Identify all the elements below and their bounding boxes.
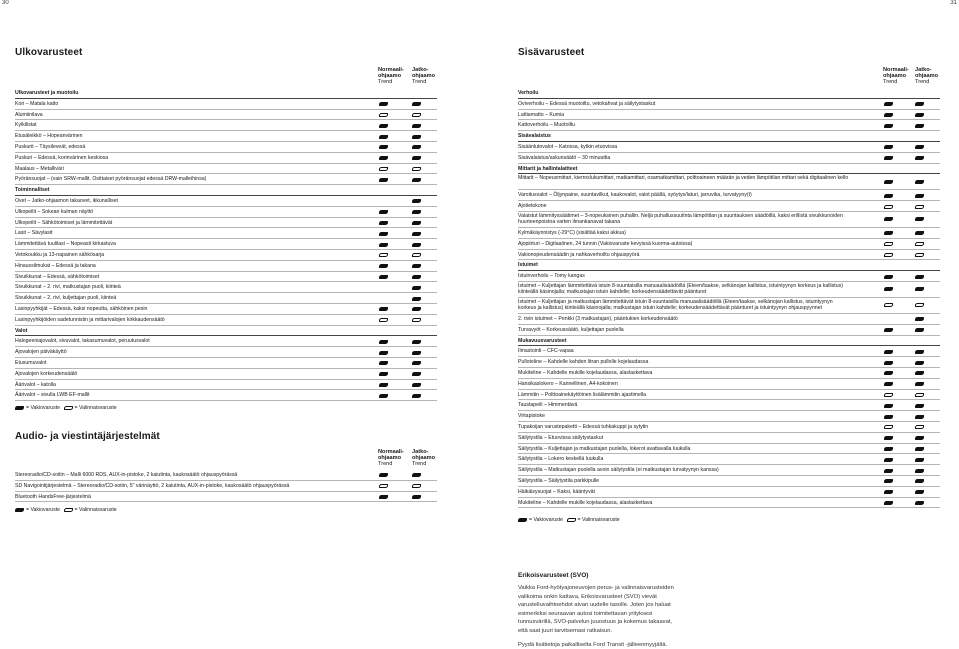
standard-icon	[412, 372, 421, 376]
table-row	[518, 250, 940, 261]
table-row	[518, 120, 940, 131]
standard-icon	[379, 264, 388, 268]
standard-icon	[915, 180, 924, 184]
row-label: Oviverhoilu – Edessä muotoiltu, vetokahvat ja säilytystaskut	[518, 100, 656, 107]
standard-icon	[915, 231, 924, 235]
table-row	[518, 487, 940, 498]
standard-icon	[915, 145, 924, 149]
standard-icon	[412, 275, 421, 279]
row-label: Säilytystila – Etuovissa säilytystaskut	[518, 434, 604, 441]
table-row	[15, 207, 437, 218]
standard-icon	[884, 361, 893, 365]
table-row	[518, 201, 940, 212]
standard-icon	[884, 415, 893, 419]
standard-icon	[915, 371, 924, 375]
table-row	[518, 174, 940, 190]
row-label: Puskurit – Täysileveät, edessä	[15, 143, 86, 150]
table-row	[15, 293, 437, 304]
table-row	[15, 390, 437, 401]
optional-icon	[915, 242, 924, 246]
row-label: Sivuikkunat – 2. rivi, matkustajan puoli, kiinteä	[15, 284, 121, 291]
row-label: Sisäänlutovalot – Katossa, kytkin etuovissa	[518, 143, 618, 150]
standard-icon	[379, 232, 388, 236]
standard-icon	[915, 382, 924, 386]
standard-icon	[915, 287, 924, 291]
standard-icon	[915, 217, 924, 221]
standard-icon	[412, 243, 421, 247]
audio-title: Audio- ja viestintäjärjestelmät	[15, 431, 160, 442]
table-row	[15, 470, 437, 481]
row-label: Häikäisysuojat – Kaksi, kääntyvät	[518, 488, 595, 495]
section-header	[15, 185, 437, 196]
standard-icon	[884, 382, 893, 386]
section-header-label: Istuimet	[518, 262, 538, 269]
section-header-label: Ulkovarusteet ja muotoilu	[15, 90, 79, 96]
table-row	[518, 153, 940, 164]
optional-icon	[412, 167, 421, 171]
table-row	[15, 153, 437, 164]
standard-icon	[884, 124, 893, 128]
optional-icon	[884, 303, 893, 307]
row-label: Hinaussilmukat – Edessä ja takana	[15, 262, 96, 269]
standard-icon	[884, 350, 893, 354]
optional-icon	[884, 425, 893, 429]
table-row	[518, 454, 940, 465]
standard-icon	[379, 473, 388, 477]
standard-icon	[379, 145, 388, 149]
section-header	[518, 336, 940, 347]
section-header	[518, 260, 940, 271]
table-row	[15, 228, 437, 239]
row-label: Säilytystila – Säilytystila parkkipulle	[518, 477, 600, 484]
table-row	[518, 498, 940, 509]
table-row	[15, 196, 437, 207]
table-row	[518, 282, 940, 298]
col-header-ext: Jatko- ohjaamo Trend	[412, 67, 436, 86]
table-row	[15, 239, 437, 250]
sisa-legend: = Vakiovaruste = Valinnaisvaruste	[518, 517, 620, 524]
row-label: Kori – Matala katto	[15, 100, 59, 107]
optional-icon	[379, 167, 388, 171]
section-header	[15, 326, 437, 337]
standard-icon	[379, 102, 388, 106]
table-row	[15, 304, 437, 315]
optional-icon	[884, 253, 893, 257]
row-label: Säilytystila – Matkustajan puolella avoin säilytystila (ei matkustajan turvatyynyn kanssa)	[518, 467, 719, 474]
table-row	[518, 400, 940, 411]
standard-icon	[379, 275, 388, 279]
row-label: Vetokoukku ja 13-napainen sähkösarja	[15, 251, 105, 258]
table-row	[15, 261, 437, 272]
table-row	[15, 250, 437, 261]
paragraph-line: Vaikka Ford-hyötyajoneuvojen perus- ja valinnaisvarusteiden	[518, 585, 674, 591]
section-header	[518, 88, 940, 99]
standard-icon	[915, 479, 924, 483]
row-label: Mukiteline – Kahdelle mukille kojelaudassa, alaslaskettava	[518, 369, 653, 376]
optional-icon	[379, 484, 388, 488]
standard-icon	[915, 501, 924, 505]
standard-icon	[884, 371, 893, 375]
table-row	[518, 212, 940, 228]
standard-icon	[15, 508, 24, 512]
standard-icon	[915, 469, 924, 473]
table-row	[518, 357, 940, 368]
table-row	[518, 314, 940, 325]
row-label: Ajopiirturi – Digitaalinen, 24 tunnin (Vakiovaruste kevyissä kuorma-autoissa)	[518, 240, 693, 247]
standard-icon	[915, 102, 924, 106]
standard-icon	[884, 102, 893, 106]
standard-icon	[412, 351, 421, 355]
row-label: Ajovalojen korkeudensäätö	[15, 370, 78, 377]
row-label: Sisävalaistus/askunsäätö – 30 minuuttia	[518, 154, 611, 161]
table-row	[15, 481, 437, 492]
standard-icon	[379, 372, 388, 376]
row-label: Sivuikkunat – Edessä, sähkötoimiset	[15, 273, 100, 280]
row-label: Lasinpyyhkijät – Edessä, kaksi nopeutta, sähköinen pesin	[15, 305, 148, 312]
standard-icon	[379, 243, 388, 247]
standard-icon	[884, 447, 893, 451]
row-label: Lämmitettävä tuulilasi – Nopeasti kirkastuva	[15, 241, 116, 248]
standard-icon	[884, 156, 893, 160]
row-label: Bluetooth HandsFree-järjestelmä	[15, 493, 91, 500]
section-header	[15, 88, 437, 99]
table-row	[15, 174, 437, 185]
sisavarusteet-title: Sisävarusteet	[518, 47, 585, 58]
row-label: Sivuikkunat – 2. rivi, kuljettajan puoli, kiinteä	[15, 295, 117, 302]
table-row	[518, 190, 940, 201]
row-label: Alumiinilava	[15, 111, 43, 118]
table-row	[518, 444, 940, 455]
row-label: Istuimet – Kuljettajan ja matkustajan lämmitettävät istuin 8-suuntaisilla manuaalisäädöillä (Eteen/taakse, selkänojan kallistus, istuintyynyn korkeus ja kallistus) kiinteällä käsinojalla; matkustajan istuin kahdelle; korkeudensäädettävät päänturet ja istuintyynyn ohjauspyynnet	[518, 298, 833, 312]
standard-icon	[915, 447, 924, 451]
optional-icon	[567, 518, 576, 522]
table-row	[15, 218, 437, 229]
standard-icon	[884, 145, 893, 149]
optional-icon	[915, 205, 924, 209]
optional-icon	[379, 318, 388, 322]
table-row	[15, 315, 437, 326]
standard-icon	[915, 415, 924, 419]
standard-icon	[884, 469, 893, 473]
table-row	[15, 369, 437, 380]
standard-icon	[379, 178, 388, 182]
row-label: Lasit – Sävylasit	[15, 230, 53, 237]
row-label: Etusumuvalot	[15, 359, 47, 366]
standard-icon	[412, 124, 421, 128]
standard-icon	[379, 307, 388, 311]
standard-icon	[884, 436, 893, 440]
row-label: Kattoverhoilu – Muotoiltu	[518, 122, 576, 129]
standard-icon	[379, 383, 388, 387]
standard-icon	[915, 458, 924, 462]
table-row	[518, 379, 940, 390]
row-label: Vakionopeudensäädin ja nahkaverhoiltu ohjauspyörä	[518, 251, 640, 258]
standard-icon	[379, 351, 388, 355]
row-label: Pyöränsuojat – (vain SRW-mallit. Osittaiset pyöränsuojat edessä DRW-malleihinsa)	[15, 176, 207, 183]
row-label: Puskuri – Edessä, korinvärinen keskiosa	[15, 154, 109, 161]
section-header-label: Toiminnalliset	[15, 187, 50, 194]
optional-icon	[915, 303, 924, 307]
standard-icon	[915, 490, 924, 494]
standard-icon	[379, 210, 388, 214]
standard-icon	[884, 180, 893, 184]
optional-icon	[412, 253, 421, 257]
standard-icon	[884, 231, 893, 235]
standard-icon	[884, 113, 893, 117]
table-row	[15, 120, 437, 131]
page-number-left: 30	[2, 0, 9, 6]
page-number-right: 31	[950, 0, 957, 6]
table-row	[15, 131, 437, 142]
row-label: Ulkopeilit – Sähkötoimiset ja lämmitettävät	[15, 219, 113, 226]
table-row	[15, 358, 437, 369]
standard-icon	[412, 473, 421, 477]
standard-icon	[915, 275, 924, 279]
optional-icon	[379, 253, 388, 257]
standard-icon	[379, 124, 388, 128]
standard-icon	[412, 286, 421, 290]
standard-icon	[379, 135, 388, 139]
ulkovarusteet-table	[15, 88, 437, 401]
optional-icon	[64, 508, 73, 512]
row-label: Istuimet – Kuljettajan lämmitettävä istuin 8-suuntaisilla manuaalisäädöillä (Eteen/taakse, selkänojan kallistus, istuintyynyn korkeus ja kallistus) kiinteällä käsinojalla; matkustajan istuin kahdelle; korkeudensäädettävät päänturet	[518, 282, 843, 296]
standard-icon	[884, 194, 893, 198]
row-label: Ovet – Jatko-ohjaamon takaovet, ikkunalliset	[15, 197, 118, 204]
row-label: Hansikaslokero – Kannellinen, A4-kokoinen	[518, 380, 618, 387]
table-row	[518, 99, 940, 110]
table-row	[518, 390, 940, 401]
table-row	[518, 142, 940, 153]
standard-icon	[412, 145, 421, 149]
row-label: Ilmastointi – CFC-vapaa	[518, 348, 574, 355]
row-label: Etusäleikkö – Hopeanvärinen	[15, 133, 83, 140]
audio-table	[15, 470, 437, 502]
standard-icon	[884, 501, 893, 505]
section-header-label: Mukavuusvarusteet	[518, 337, 567, 344]
row-label: Turvavyöt – Korkeussäätö, kuljettajan puolella	[518, 326, 624, 333]
table-row	[15, 336, 437, 347]
standard-icon	[412, 361, 421, 365]
standard-icon	[379, 221, 388, 225]
standard-icon	[379, 340, 388, 344]
row-label: Ulkopeilit – Sokean kulman näyttö	[15, 208, 94, 215]
sisa-col-header-ext: Jatko- ohjaamo Trend	[915, 67, 939, 86]
table-row	[15, 110, 437, 121]
table-row	[518, 465, 940, 476]
standard-icon	[412, 264, 421, 268]
ulko-legend: = Vakiovaruste = Valinnaisvaruste	[15, 405, 117, 412]
standard-icon	[379, 495, 388, 499]
paragraph-line: varustelluvaihtoehdot aivan uudelle tasolle. Joten jos haluat	[518, 602, 671, 609]
section-header	[518, 131, 940, 142]
standard-icon	[915, 328, 924, 332]
erikoisvarusteet-text	[518, 584, 718, 649]
row-label: Valaistut lämmityssäätimet – 3-nopeuksinen puhallin. Neljä puhallussuutinta lämpötilan ja suuntauksen säädöillä, kaksi erillistä sivuikkunoiden huurteenpoistoa varten ilmankanavat takana	[518, 212, 843, 226]
table-row	[518, 110, 940, 121]
standard-icon	[915, 124, 924, 128]
section-header-label: Sisävalaistus	[518, 133, 551, 140]
row-label: Stereoradio/CD-soitin – Malli 6000 RDS, AUX-in-pistoke, 2 kaiutinta, kaukosäätö ohjauspyörässä	[15, 472, 238, 478]
section-header-label: Mittarit ja hallintalaitteet	[518, 165, 578, 172]
table-row	[15, 282, 437, 293]
standard-icon	[884, 479, 893, 483]
row-label: Istuinverhoilu – Tomy kangas	[518, 273, 585, 280]
paragraph-line: esimerkiksi seuraavan autosi toimitettavan yrityksesi	[518, 610, 653, 617]
standard-icon	[518, 518, 527, 522]
optional-icon	[915, 425, 924, 429]
standard-icon	[412, 210, 421, 214]
table-row	[15, 272, 437, 283]
standard-icon	[884, 490, 893, 494]
erikoisvarusteet-title: Erikoisvarusteet (SVO)	[518, 572, 589, 579]
standard-icon	[412, 178, 421, 182]
audio-col-header-ext: Jatko- ohjaamo Trend	[412, 449, 436, 468]
row-label: Tupakoijan varustepaketti – Edessä tuhkakuppi ja sytytin	[518, 423, 649, 430]
table-row	[15, 347, 437, 358]
standard-icon	[412, 102, 421, 106]
standard-icon	[412, 156, 421, 160]
table-row	[15, 164, 437, 175]
row-label: Kylkilistat	[15, 122, 37, 129]
table-row	[15, 99, 437, 110]
row-label: Taustapeili – Himmentävä	[518, 402, 578, 409]
paragraph-line: Pyydä lisätietoja paikalliselta Ford Transit -jälleenmyyjältä.	[518, 641, 668, 648]
standard-icon	[915, 317, 924, 321]
row-label: Äärivalot – katolla	[15, 381, 56, 388]
optional-icon	[884, 393, 893, 397]
table-row	[518, 228, 940, 239]
standard-icon	[884, 458, 893, 462]
optional-icon	[884, 205, 893, 209]
row-label: Halogeeniajovalot, sivuvalot, takasumuvalot, peruutusvalot	[15, 338, 150, 345]
row-label: Pulloteline – Kahdelle kahden litran pullolle kojelaudassa	[518, 359, 649, 366]
optional-icon	[64, 406, 73, 410]
optional-icon	[915, 253, 924, 257]
standard-icon	[15, 406, 24, 410]
optional-icon	[412, 113, 421, 117]
row-label: Lämmitin – Polttoainekäyttöinen lisälämmitin ajastimella	[518, 391, 647, 398]
row-label: Maalaus – Metalliväri	[15, 165, 64, 172]
standard-icon	[379, 156, 388, 160]
optional-icon	[412, 484, 421, 488]
standard-icon	[884, 217, 893, 221]
row-label: Säilytystila – Kuljettajan ja matkustajan puolella, lokerot avattavalla luukulla	[518, 445, 691, 452]
row-label: Ajotietokone	[518, 203, 547, 210]
standard-icon	[884, 287, 893, 291]
standard-icon	[884, 328, 893, 332]
optional-icon	[884, 242, 893, 246]
row-label: Mukiteline – Kahdelle mukille kojelaudassa, alaslaskettava	[518, 499, 653, 506]
table-row	[15, 380, 437, 391]
table-row	[518, 422, 940, 433]
table-row	[518, 433, 940, 444]
standard-icon	[915, 113, 924, 117]
section-header	[518, 164, 940, 175]
standard-icon	[412, 199, 421, 203]
standard-icon	[412, 495, 421, 499]
standard-icon	[915, 404, 924, 408]
standard-icon	[412, 135, 421, 139]
col-header-normal: Normaali- ohjaamo Trend	[378, 67, 404, 86]
standard-icon	[412, 297, 421, 301]
standard-icon	[412, 383, 421, 387]
paragraph-line: että saat juuri tarvitsemasi ratkaisun.	[518, 627, 613, 634]
audio-legend: = Vakiovaruste = Valinnaisvaruste	[15, 507, 117, 514]
table-row	[518, 476, 940, 487]
section-header-label: Verhoilu	[518, 90, 539, 96]
optional-icon	[412, 318, 421, 322]
standard-icon	[379, 361, 388, 365]
standard-icon	[412, 340, 421, 344]
sisa-col-header-normal: Normaali- ohjaamo Trend	[883, 67, 909, 86]
table-row	[518, 325, 940, 336]
standard-icon	[915, 350, 924, 354]
sisavarusteet-table	[518, 88, 940, 508]
standard-icon	[915, 436, 924, 440]
row-label: Mittarit – Nopeusmittari, kierroslukumittari, matkamittari, osamatkamittari, polttoaineen määrän ja veden lämpötilan mittari sekä digitaalinen kello	[518, 175, 849, 182]
table-row	[518, 368, 940, 379]
paragraph-line: tunnusvärillä, SVO-palvelun juuostuus ja kokemus takaavat,	[518, 619, 673, 626]
table-row	[518, 298, 940, 314]
row-label: Varoitusvalot – Öljynpaine, suuntavilkut, kaukovalot, valot päällä, syöytys/laturi, jarruvika, turvatyyny(t)	[518, 192, 752, 199]
paragraph-line: valikoima onkin kattava, Erikoisvarusteet (SVO) vievät	[518, 593, 657, 600]
row-label: Säilytystila – Lokero keskellä luukulla	[518, 456, 604, 463]
standard-icon	[915, 156, 924, 160]
standard-icon	[884, 404, 893, 408]
standard-icon	[379, 394, 388, 398]
audio-col-header-normal: Normaali- ohjaamo Trend	[378, 449, 404, 468]
standard-icon	[412, 221, 421, 225]
row-label: SD Navigointijärjestelmä – Stereoradio/CD-soitin, 5" värinäyttö, 2 kaiutinta, AUX-in-pistoke, kaukosäätö ohjauspyörässä	[15, 482, 290, 489]
table-row	[15, 492, 437, 503]
table-row	[518, 411, 940, 422]
optional-icon	[379, 113, 388, 117]
standard-icon	[915, 361, 924, 365]
row-label: Virtapistoke	[518, 413, 546, 420]
ulkovarusteet-title: Ulkovarusteet	[15, 47, 83, 58]
row-label: Lattiamatto – Kumia	[518, 111, 565, 118]
row-label: Äärivalot – sivulla LWB EF-mallit	[15, 392, 90, 399]
standard-icon	[412, 307, 421, 311]
table-row	[518, 346, 940, 357]
optional-icon	[915, 393, 924, 397]
section-header-label: Valot	[15, 327, 28, 334]
table-row	[518, 271, 940, 282]
table-row	[518, 239, 940, 250]
row-label: Kylmäkäynnistys (-29°C) (sisältää kaksi akkua)	[518, 229, 626, 236]
standard-icon	[915, 194, 924, 198]
table-row	[15, 142, 437, 153]
row-label: Ajovalojen päiväkäyttö	[15, 349, 67, 356]
standard-icon	[884, 275, 893, 279]
row-label: Lasinpyyhkijöiden sadetunnistin ja mittarivalojen kirkkaudensäätö	[15, 316, 165, 323]
standard-icon	[412, 232, 421, 236]
standard-icon	[412, 394, 421, 398]
row-label: 2. rivin istuimet – Penkki (3 matkustajan), pääntukien korkeudensäätö	[518, 315, 678, 322]
